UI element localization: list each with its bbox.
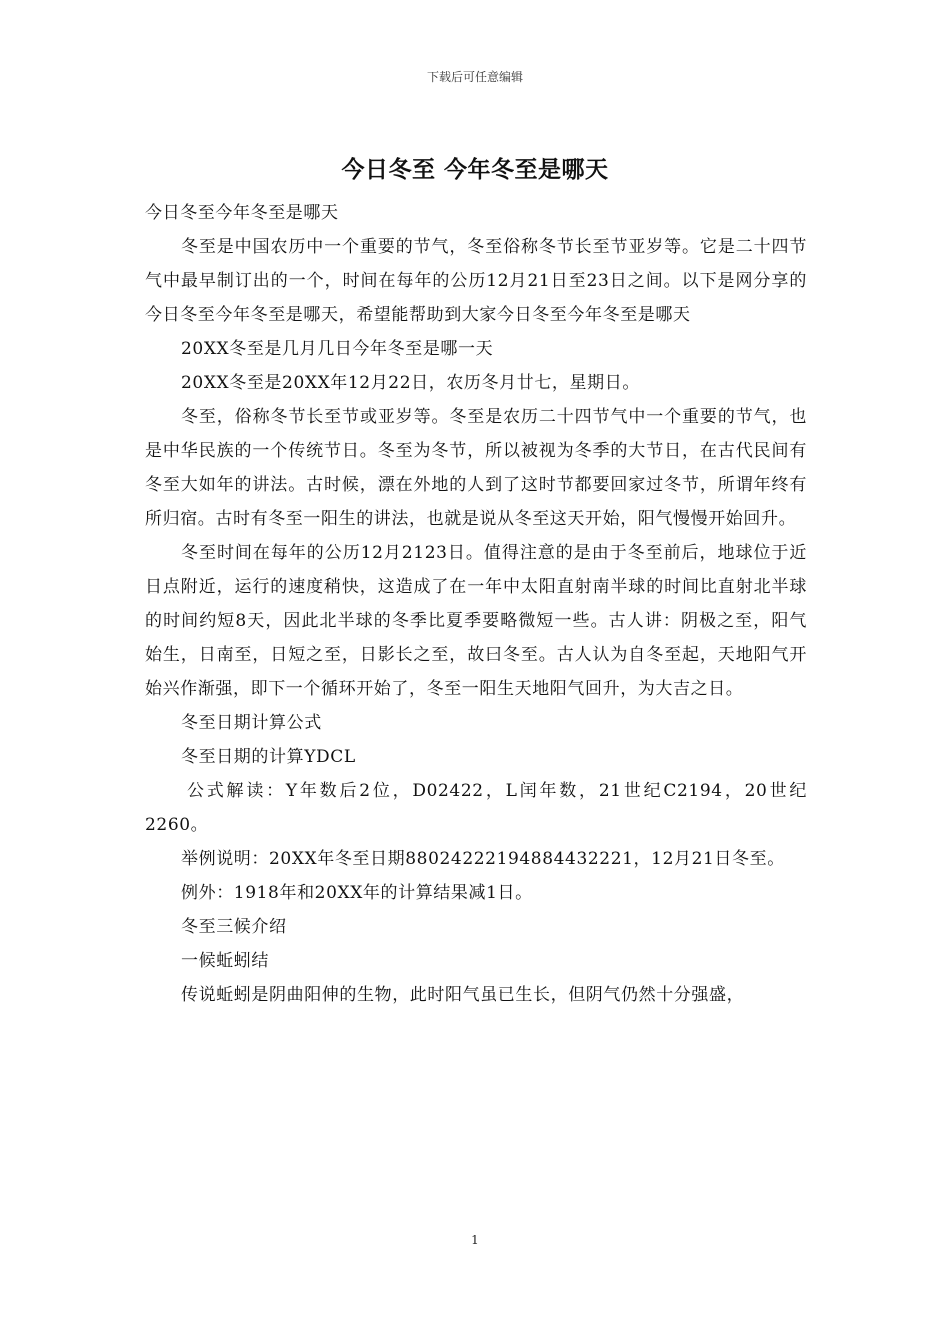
body-paragraph: 传说蚯蚓是阴曲阳伸的生物，此时阳气虽已生长，但阴气仍然十分强盛， [181,985,745,1005]
subtitle-paragraph: 今日冬至今年冬至是哪天 [145,203,339,223]
section-heading: 冬至三候介绍 [181,917,287,937]
document-body [145,196,807,1012]
body-paragraph: 冬至，俗称冬节长至节或亚岁等。冬至是农历二十四节气中一个重要的节气，也是中华民族的一个传统节日。冬至为冬节，所以被视为冬季的大节日，在古代民间有冬至大如年的讲法。古时候，漂在外地的人到了这时节都要回家过冬节，所谓年终有所归宿。古时有冬至一阳生的讲法，也就是说从冬至这天开始，阳气慢慢开始回升。 [145,407,807,529]
body-paragraph: 20XX冬至是几月几日今年冬至是哪一天 [181,339,494,359]
section-heading: 一候蚯蚓结 [181,951,269,971]
body-paragraph: 冬至日期的计算YDCL [181,747,356,767]
body-paragraph: 公式解读：Y年数后2位，D02422，L闰年数，21世纪C2194，20世纪2260。 [145,781,807,835]
body-paragraph: 例外：1918年和20XX年的计算结果减1日。 [181,883,533,903]
section-heading: 冬至日期计算公式 [181,713,322,733]
body-paragraph: 冬至是中国农历中一个重要的节气，冬至俗称冬节长至节亚岁等。它是二十四节气中最早制订出的一个，时间在每年的公历12月21日至23日之间。以下是网分享的今日冬至今年冬至是哪天，希望能帮助到大家今日冬至今年冬至是哪天 [145,237,807,325]
document-title: 今日冬至 今年冬至是哪天 [341,156,609,183]
page-header: 下载后可任意编辑 [426,70,523,84]
body-paragraph: 冬至时间在每年的公历12月2123日。值得注意的是由于冬至前后，地球位于近日点附近，运行的速度稍快，这造成了在一年中太阳直射南半球的时间比直射北半球的时间约短8天，因此北半球的冬季比夏季要略微短一些。古人讲：阴极之至，阳气始生，日南至，日短之至，日影长之至，故曰冬至。古人认为自冬至起，天地阳气开始兴作渐强，即下一个循环开始了，冬至一阳生天地阳气回升，为大吉之日。 [145,543,807,699]
page-number: 1 [471,1233,479,1247]
body-paragraph: 20XX冬至是20XX年12月22日，农历冬月廿七，星期日。 [181,373,640,393]
body-paragraph: 举例说明：20XX年冬至日期88024222194884432221，12月21日冬至。 [181,849,785,869]
